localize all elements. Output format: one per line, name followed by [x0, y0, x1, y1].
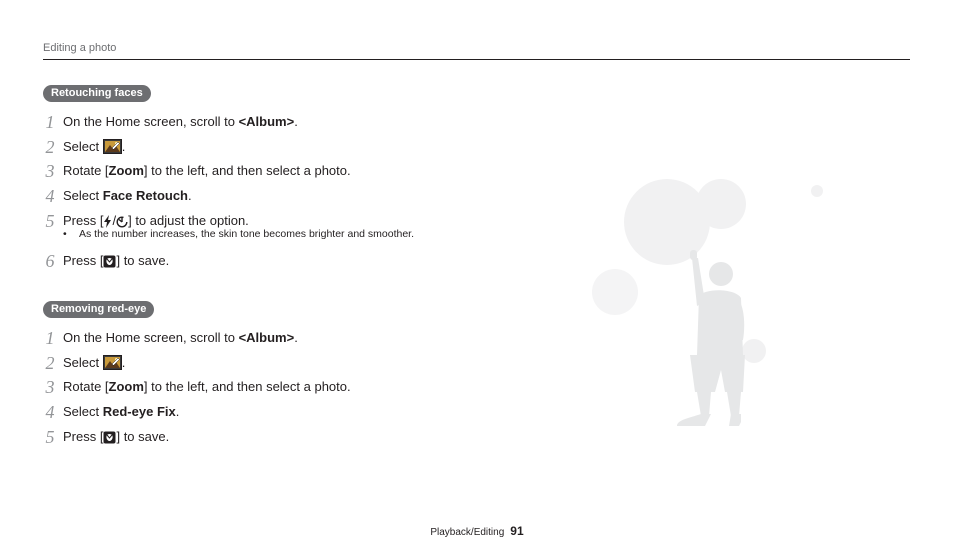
album-icon [103, 139, 122, 154]
step-number: 4 [45, 186, 55, 207]
step-text: On the Home screen, scroll to <Album>. [63, 114, 298, 129]
step-2 [43, 135, 563, 160]
step-3 [43, 375, 563, 400]
ok-icon [103, 431, 116, 444]
section-title-removing-red-eye: Removing red-eye [43, 301, 154, 318]
step-number: 6 [45, 251, 55, 272]
step-text: Press [ ] to save. [63, 253, 170, 269]
page-footer [0, 524, 954, 538]
step-number: 1 [45, 112, 55, 132]
boy-with-bubbles-illustration [585, 170, 835, 440]
step-text: Press [ ] to save. [63, 428, 170, 444]
note-bullet: • [63, 228, 67, 241]
album-icon [103, 355, 122, 370]
step-text: Press [ / ] to adjust the option. [63, 212, 249, 228]
step-number: 4 [45, 402, 55, 423]
step-text: On the Home screen, scroll to <Album>. [63, 330, 298, 345]
header-title: Editing a photo [43, 42, 117, 54]
step-number: 5 [45, 426, 55, 447]
section-title-retouching-faces: Retouching faces [43, 85, 151, 102]
step-number: 1 [45, 328, 55, 348]
step-6 [43, 249, 563, 274]
step-text: Rotate [Zoom] to the left, and then select a photo. [63, 379, 351, 395]
step-number: 3 [45, 377, 55, 398]
boy-silhouette [677, 250, 745, 426]
step-number: 2 [45, 136, 55, 157]
steps-removing-red-eye [43, 326, 563, 449]
note-text: As the number increases, the skin tone becomes brighter and smoother. [79, 228, 415, 241]
step-text: Select . [63, 138, 126, 154]
ok-icon [103, 255, 116, 268]
bubble-tiny [811, 185, 823, 197]
page-header [43, 41, 910, 60]
step-1 [43, 326, 563, 351]
page-number: 91 [510, 524, 524, 538]
step-text: Rotate [Zoom] to the left, and then select a photo. [63, 163, 351, 179]
step-text: Select . [63, 354, 126, 370]
step-1 [43, 110, 563, 135]
step-text: Select Face Retouch. [63, 188, 192, 204]
steps-retouching-faces [43, 110, 563, 274]
step-5 [43, 425, 563, 450]
footer-section: Playback/Editing [430, 527, 505, 538]
step-number: 3 [45, 161, 55, 182]
step-4 [43, 400, 563, 425]
step-text: Select Red-eye Fix. [63, 404, 180, 420]
bubble-left [592, 269, 638, 315]
bubble-large [624, 179, 710, 265]
timer-icon [116, 216, 128, 228]
step-5-note [43, 227, 563, 243]
bubble-small [742, 339, 766, 363]
step-number: 5 [45, 210, 55, 231]
bubble-medium [696, 179, 746, 229]
step-3 [43, 159, 563, 184]
step-number: 2 [45, 352, 55, 373]
step-4 [43, 184, 563, 209]
step-2 [43, 351, 563, 376]
